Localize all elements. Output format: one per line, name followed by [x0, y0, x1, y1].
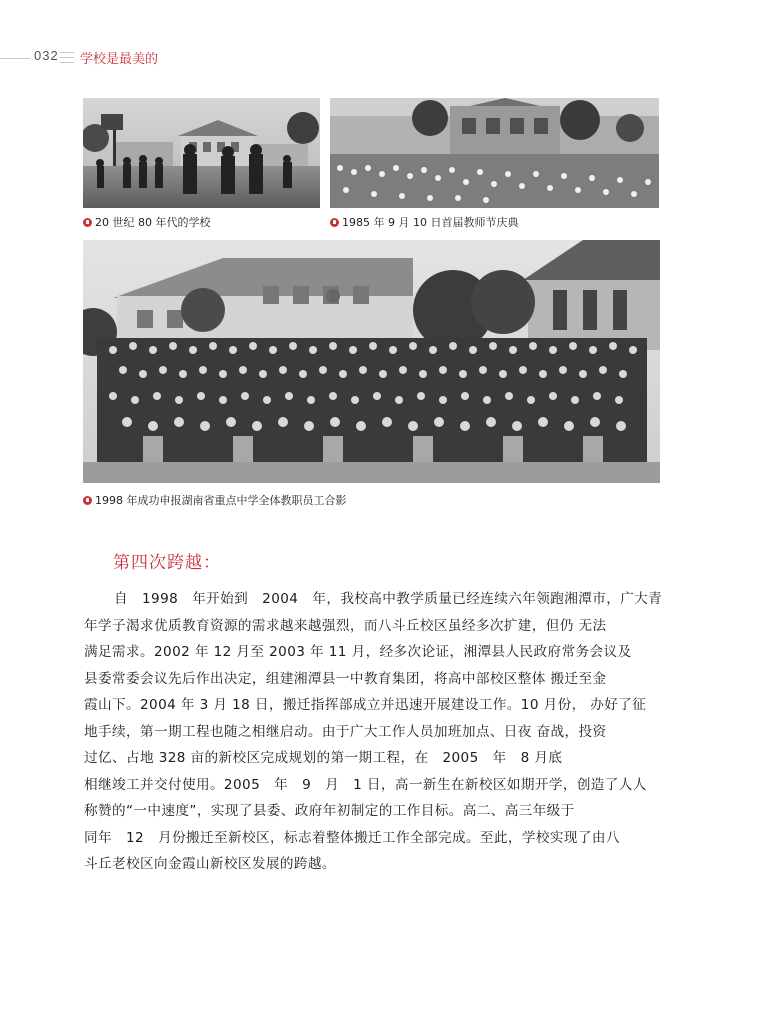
caption-photo-2: [330, 214, 518, 230]
caption-bullet-icon: [83, 496, 92, 505]
caption-photo-3: [83, 492, 347, 508]
body-line: 地手续，第一期工程也随之相继启动。由于广大工作人员加班加点、日夜 奋战，投资: [84, 723, 607, 740]
header-rule: [0, 58, 30, 59]
body-line: 霞山下。2004 年 3 月 18 日，搬迁指挥部成立并迅速开展建设工作。10 月份， 办好了征: [84, 697, 647, 713]
caption-bullet-icon: [330, 218, 339, 227]
body-line: 自 1998 年开始到 2004 年，我校高中教学质量已经连续六年领跑湘潭市，广大青: [114, 591, 663, 607]
caption-text: 20 世纪 80 年代的学校: [95, 216, 211, 229]
body-line: 斗丘老校区向金霞山新校区发展的跨越。: [84, 856, 336, 872]
body-paragraph: [84, 586, 664, 878]
caption-bullet-icon: [83, 218, 92, 227]
book-title: 学校是最美的: [80, 52, 159, 67]
running-header: [0, 46, 300, 70]
caption-text: 1998 年成功申报湖南省重点中学全体教职员工合影: [95, 494, 347, 507]
header-ornament: [60, 52, 74, 64]
photo-school-1980s: [83, 98, 320, 208]
body-line: 同年 12 月份搬迁至新校区，标志着整体搬迁工作全部完成。至此，学校实现了由八: [84, 829, 620, 846]
body-line: 县委常委会议先后作出决定，组建湘潭县一中教育集团，将高中部校区整体 搬迁至金: [84, 670, 607, 687]
section-title: 第四次跨越：: [113, 553, 221, 573]
body-line: 满足需求。2002 年 12 月至 2003 年 11 月，经多次论证，湘潭县人民政府常务会议及: [84, 644, 632, 660]
body-line: 相继竣工并交付使用。2005 年 9 月 1 日，高一新生在新校区如期开学，创造了人人: [84, 776, 647, 793]
body-line: 年学子渴求优质教育资源的需求越来越强烈，而八斗丘校区虽经多次扩建，但仍 无法: [84, 617, 607, 634]
page-number: 032: [34, 48, 59, 63]
body-line: 称赞的“一中速度”，实现了县委、政府年初制定的工作目标。高二、高三年级于: [84, 803, 575, 819]
caption-photo-1: [83, 214, 210, 230]
photo-teachers-day-1985: [330, 98, 659, 208]
photo-staff-group-1998: [83, 240, 660, 483]
body-line: 过亿、占地 328 亩的新校区完成规划的第一期工程，在 2005 年 8 月底: [84, 750, 563, 766]
caption-text: 1985 年 9 月 10 日首届教师节庆典: [342, 216, 519, 229]
